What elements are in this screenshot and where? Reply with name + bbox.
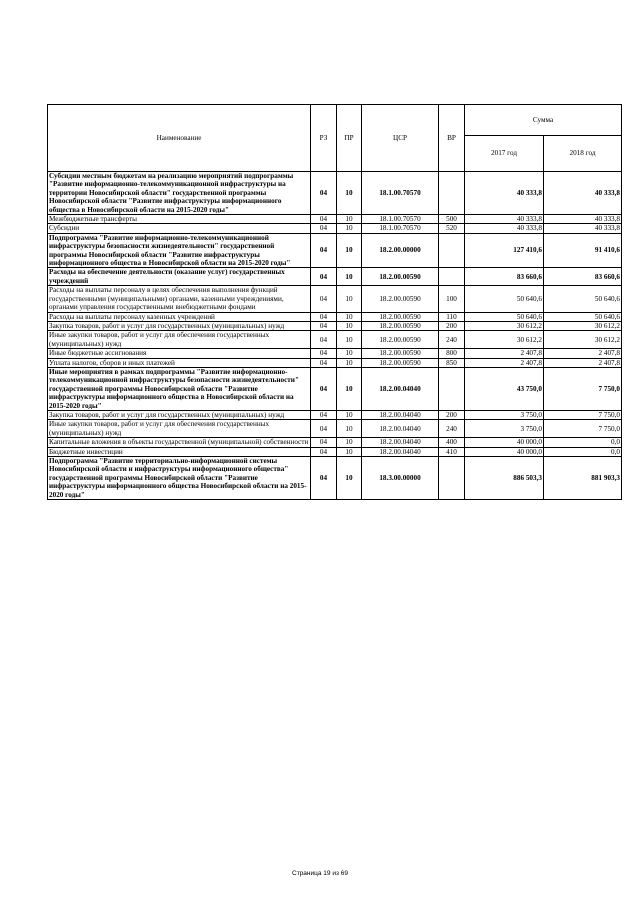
cell-name: Иные закупки товаров, работ и услуг для обеспечения государственных (муниципальных) нужд: [48, 420, 311, 438]
cell-csr: 18.2.00.00590: [362, 286, 439, 312]
cell-pr: 10: [337, 172, 362, 215]
cell-sum-2018: 2 407,8: [544, 358, 622, 367]
cell-sum-2017: 50 640,6: [465, 286, 544, 312]
cell-sum-2017: 127 410,6: [465, 233, 544, 268]
cell-pr: 10: [337, 349, 362, 358]
cell-name: Подпрограмма "Развитие территориально-информационной системы Новосибирской области и инфраструктуры информационного общества" государственной программы Новосибирской области "Развитие инфраструктуры информационного общества Новосибирской области на 2015-2020 годы": [48, 457, 311, 500]
header-row-top: [48, 105, 622, 136]
cell-csr: 18.2.00.00000: [362, 233, 439, 268]
cell-pr: 10: [337, 321, 362, 330]
cell-rz: 04: [311, 312, 337, 321]
cell-vr: [439, 457, 465, 500]
cell-pr: 10: [337, 233, 362, 268]
cell-rz: 04: [311, 349, 337, 358]
cell-vr: 110: [439, 312, 465, 321]
cell-sum-2017: 40 333,8: [465, 215, 544, 224]
cell-sum-2018: 91 410,6: [544, 233, 622, 268]
cell-rz: 04: [311, 420, 337, 438]
cell-sum-2018: 881 903,3: [544, 457, 622, 500]
cell-vr: [439, 367, 465, 410]
cell-rz: 04: [311, 447, 337, 456]
budget-table: [47, 104, 622, 500]
cell-name: Субсидии местным бюджетам на реализацию мероприятий подпрограммы "Развитие информационно-телекоммуникационной инфраструктуры на территории Новосибирской области" государственной программы Новосибирской области "Развитие инфраструктуры информационного общества в Новосибирской области на 2015-2020 годы": [48, 172, 311, 215]
cell-csr: 18.3.00.00000: [362, 457, 439, 500]
cell-name: Субсидии: [48, 224, 311, 233]
cell-rz: 04: [311, 233, 337, 268]
cell-pr: 10: [337, 331, 362, 349]
table-row: [48, 321, 622, 330]
cell-csr: 18.2.00.00590: [362, 331, 439, 349]
col-header-sum: Сумма: [465, 105, 622, 136]
cell-name: Бюджетные инвестиции: [48, 447, 311, 456]
cell-sum-2018: 30 612,2: [544, 321, 622, 330]
cell-vr: 200: [439, 321, 465, 330]
cell-csr: 18.2.00.00590: [362, 268, 439, 286]
table-row: [48, 420, 622, 438]
cell-name: Иные мероприятия в рамках подпрограммы "Развитие информационно-телекоммуникационной инфраструктуры безопасности жизнедеятельности" государственной программы Новосибирской области "Развитие инфраструктуры информационного общества в Новосибирской области на 2015-2020 годы": [48, 367, 311, 410]
table-row: [48, 172, 622, 215]
cell-csr: 18.2.00.04040: [362, 420, 439, 438]
table-row: [48, 367, 622, 410]
cell-sum-2017: 2 407,8: [465, 358, 544, 367]
cell-name: Капитальные вложения в объекты государственной (муниципальной) собственности: [48, 438, 311, 447]
cell-sum-2018: 30 612,2: [544, 331, 622, 349]
cell-csr: 18.2.00.00590: [362, 321, 439, 330]
cell-name: Уплата налогов, сборов и иных платежей: [48, 358, 311, 367]
cell-sum-2018: 2 407,8: [544, 349, 622, 358]
table-row: [48, 268, 622, 286]
col-header-pr: ПР: [337, 105, 362, 172]
cell-csr: 18.1.00.70570: [362, 215, 439, 224]
cell-vr: [439, 268, 465, 286]
cell-sum-2017: 3 750,0: [465, 410, 544, 419]
cell-pr: 10: [337, 457, 362, 500]
cell-sum-2017: 886 503,3: [465, 457, 544, 500]
cell-rz: 04: [311, 286, 337, 312]
table-row: [48, 457, 622, 500]
cell-sum-2017: 3 750,0: [465, 420, 544, 438]
cell-csr: 18.2.00.00590: [362, 312, 439, 321]
cell-csr: 18.2.00.04040: [362, 447, 439, 456]
cell-pr: 10: [337, 367, 362, 410]
cell-name: Расходы на выплаты персоналу в целях обеспечения выполнения функций государственными (муниципальными) органами, казенными учреждениями, органами управления государственными внебюджетными фондами: [48, 286, 311, 312]
cell-pr: 10: [337, 215, 362, 224]
cell-rz: 04: [311, 367, 337, 410]
cell-csr: 18.2.00.04040: [362, 438, 439, 447]
col-header-2017: 2017 год: [465, 136, 544, 172]
cell-vr: [439, 233, 465, 268]
table-row: [48, 358, 622, 367]
cell-pr: 10: [337, 268, 362, 286]
col-header-name: Наименование: [48, 105, 311, 172]
cell-sum-2018: 50 640,6: [544, 312, 622, 321]
cell-sum-2018: 0,0: [544, 447, 622, 456]
cell-sum-2018: 40 333,8: [544, 215, 622, 224]
cell-vr: 400: [439, 438, 465, 447]
cell-vr: 850: [439, 358, 465, 367]
col-header-vr: ВР: [439, 105, 465, 172]
cell-sum-2017: 83 660,6: [465, 268, 544, 286]
cell-vr: 100: [439, 286, 465, 312]
col-header-csr: ЦСР: [362, 105, 439, 172]
cell-pr: 10: [337, 312, 362, 321]
cell-csr: 18.2.00.04040: [362, 367, 439, 410]
cell-rz: 04: [311, 331, 337, 349]
table-row: [48, 233, 622, 268]
cell-rz: 04: [311, 358, 337, 367]
cell-sum-2018: 83 660,6: [544, 268, 622, 286]
col-header-2018: 2018 год: [544, 136, 622, 172]
cell-sum-2018: 50 640,6: [544, 286, 622, 312]
cell-sum-2017: 50 640,6: [465, 312, 544, 321]
cell-sum-2018: 40 333,8: [544, 224, 622, 233]
cell-rz: 04: [311, 172, 337, 215]
cell-pr: 10: [337, 410, 362, 419]
table-row: [48, 410, 622, 419]
cell-pr: 10: [337, 358, 362, 367]
cell-sum-2017: 43 750,0: [465, 367, 544, 410]
cell-csr: 18.2.00.00590: [362, 349, 439, 358]
table-row: [48, 286, 622, 312]
cell-sum-2018: 7 750,0: [544, 367, 622, 410]
cell-name: Межбюджетные трансферты: [48, 215, 311, 224]
cell-sum-2017: 40 333,8: [465, 172, 544, 215]
cell-sum-2017: 40 000,0: [465, 447, 544, 456]
cell-name: Расходы на обеспечение деятельности (оказание услуг) государственных учреждений: [48, 268, 311, 286]
cell-name: Иные закупки товаров, работ и услуг для обеспечения государственных (муниципальных) нужд: [48, 331, 311, 349]
cell-sum-2017: 30 612,2: [465, 321, 544, 330]
cell-vr: 800: [439, 349, 465, 358]
cell-name: Закупка товаров, работ и услуг для государственных (муниципальных) нужд: [48, 410, 311, 419]
cell-sum-2018: 7 750,0: [544, 410, 622, 419]
cell-vr: 520: [439, 224, 465, 233]
cell-vr: 500: [439, 215, 465, 224]
cell-pr: 10: [337, 438, 362, 447]
table-row: [48, 349, 622, 358]
table-row: [48, 438, 622, 447]
page-number: Страница 19 из 69: [292, 870, 348, 877]
cell-vr: [439, 172, 465, 215]
cell-sum-2017: 2 407,8: [465, 349, 544, 358]
cell-csr: 18.2.00.04040: [362, 410, 439, 419]
cell-rz: 04: [311, 321, 337, 330]
table-row: [48, 447, 622, 456]
cell-name: Расходы на выплаты персоналу казенных учреждений: [48, 312, 311, 321]
col-header-rz: РЗ: [311, 105, 337, 172]
cell-rz: 04: [311, 410, 337, 419]
cell-vr: 410: [439, 447, 465, 456]
cell-pr: 10: [337, 447, 362, 456]
table-row: [48, 215, 622, 224]
cell-name: Закупка товаров, работ и услуг для государственных (муниципальных) нужд: [48, 321, 311, 330]
cell-rz: 04: [311, 438, 337, 447]
cell-rz: 04: [311, 215, 337, 224]
table-row: [48, 224, 622, 233]
cell-sum-2018: 40 333,8: [544, 172, 622, 215]
cell-csr: 18.2.00.00590: [362, 358, 439, 367]
cell-vr: 240: [439, 420, 465, 438]
cell-rz: 04: [311, 457, 337, 500]
cell-name: Иные бюджетные ассигнования: [48, 349, 311, 358]
cell-pr: 10: [337, 224, 362, 233]
cell-vr: 240: [439, 331, 465, 349]
cell-rz: 04: [311, 224, 337, 233]
cell-sum-2018: 0,0: [544, 438, 622, 447]
cell-sum-2018: 7 750,0: [544, 420, 622, 438]
table-row: [48, 331, 622, 349]
cell-sum-2017: 40 333,8: [465, 224, 544, 233]
cell-vr: 200: [439, 410, 465, 419]
cell-csr: 18.1.00.70570: [362, 224, 439, 233]
cell-sum-2017: 30 612,2: [465, 331, 544, 349]
cell-sum-2017: 40 000,0: [465, 438, 544, 447]
table-row: [48, 312, 622, 321]
cell-csr: 18.1.00.70570: [362, 172, 439, 215]
cell-rz: 04: [311, 268, 337, 286]
cell-name: Подпрограмма "Развитие информационно-телекоммуникационной инфраструктуры безопасности жизнедеятельности" государственной программы Новосибирской области "Развитие инфраструктуры информационного общества в Новосибирской области на 2015-2020 годы": [48, 233, 311, 268]
cell-pr: 10: [337, 420, 362, 438]
cell-pr: 10: [337, 286, 362, 312]
